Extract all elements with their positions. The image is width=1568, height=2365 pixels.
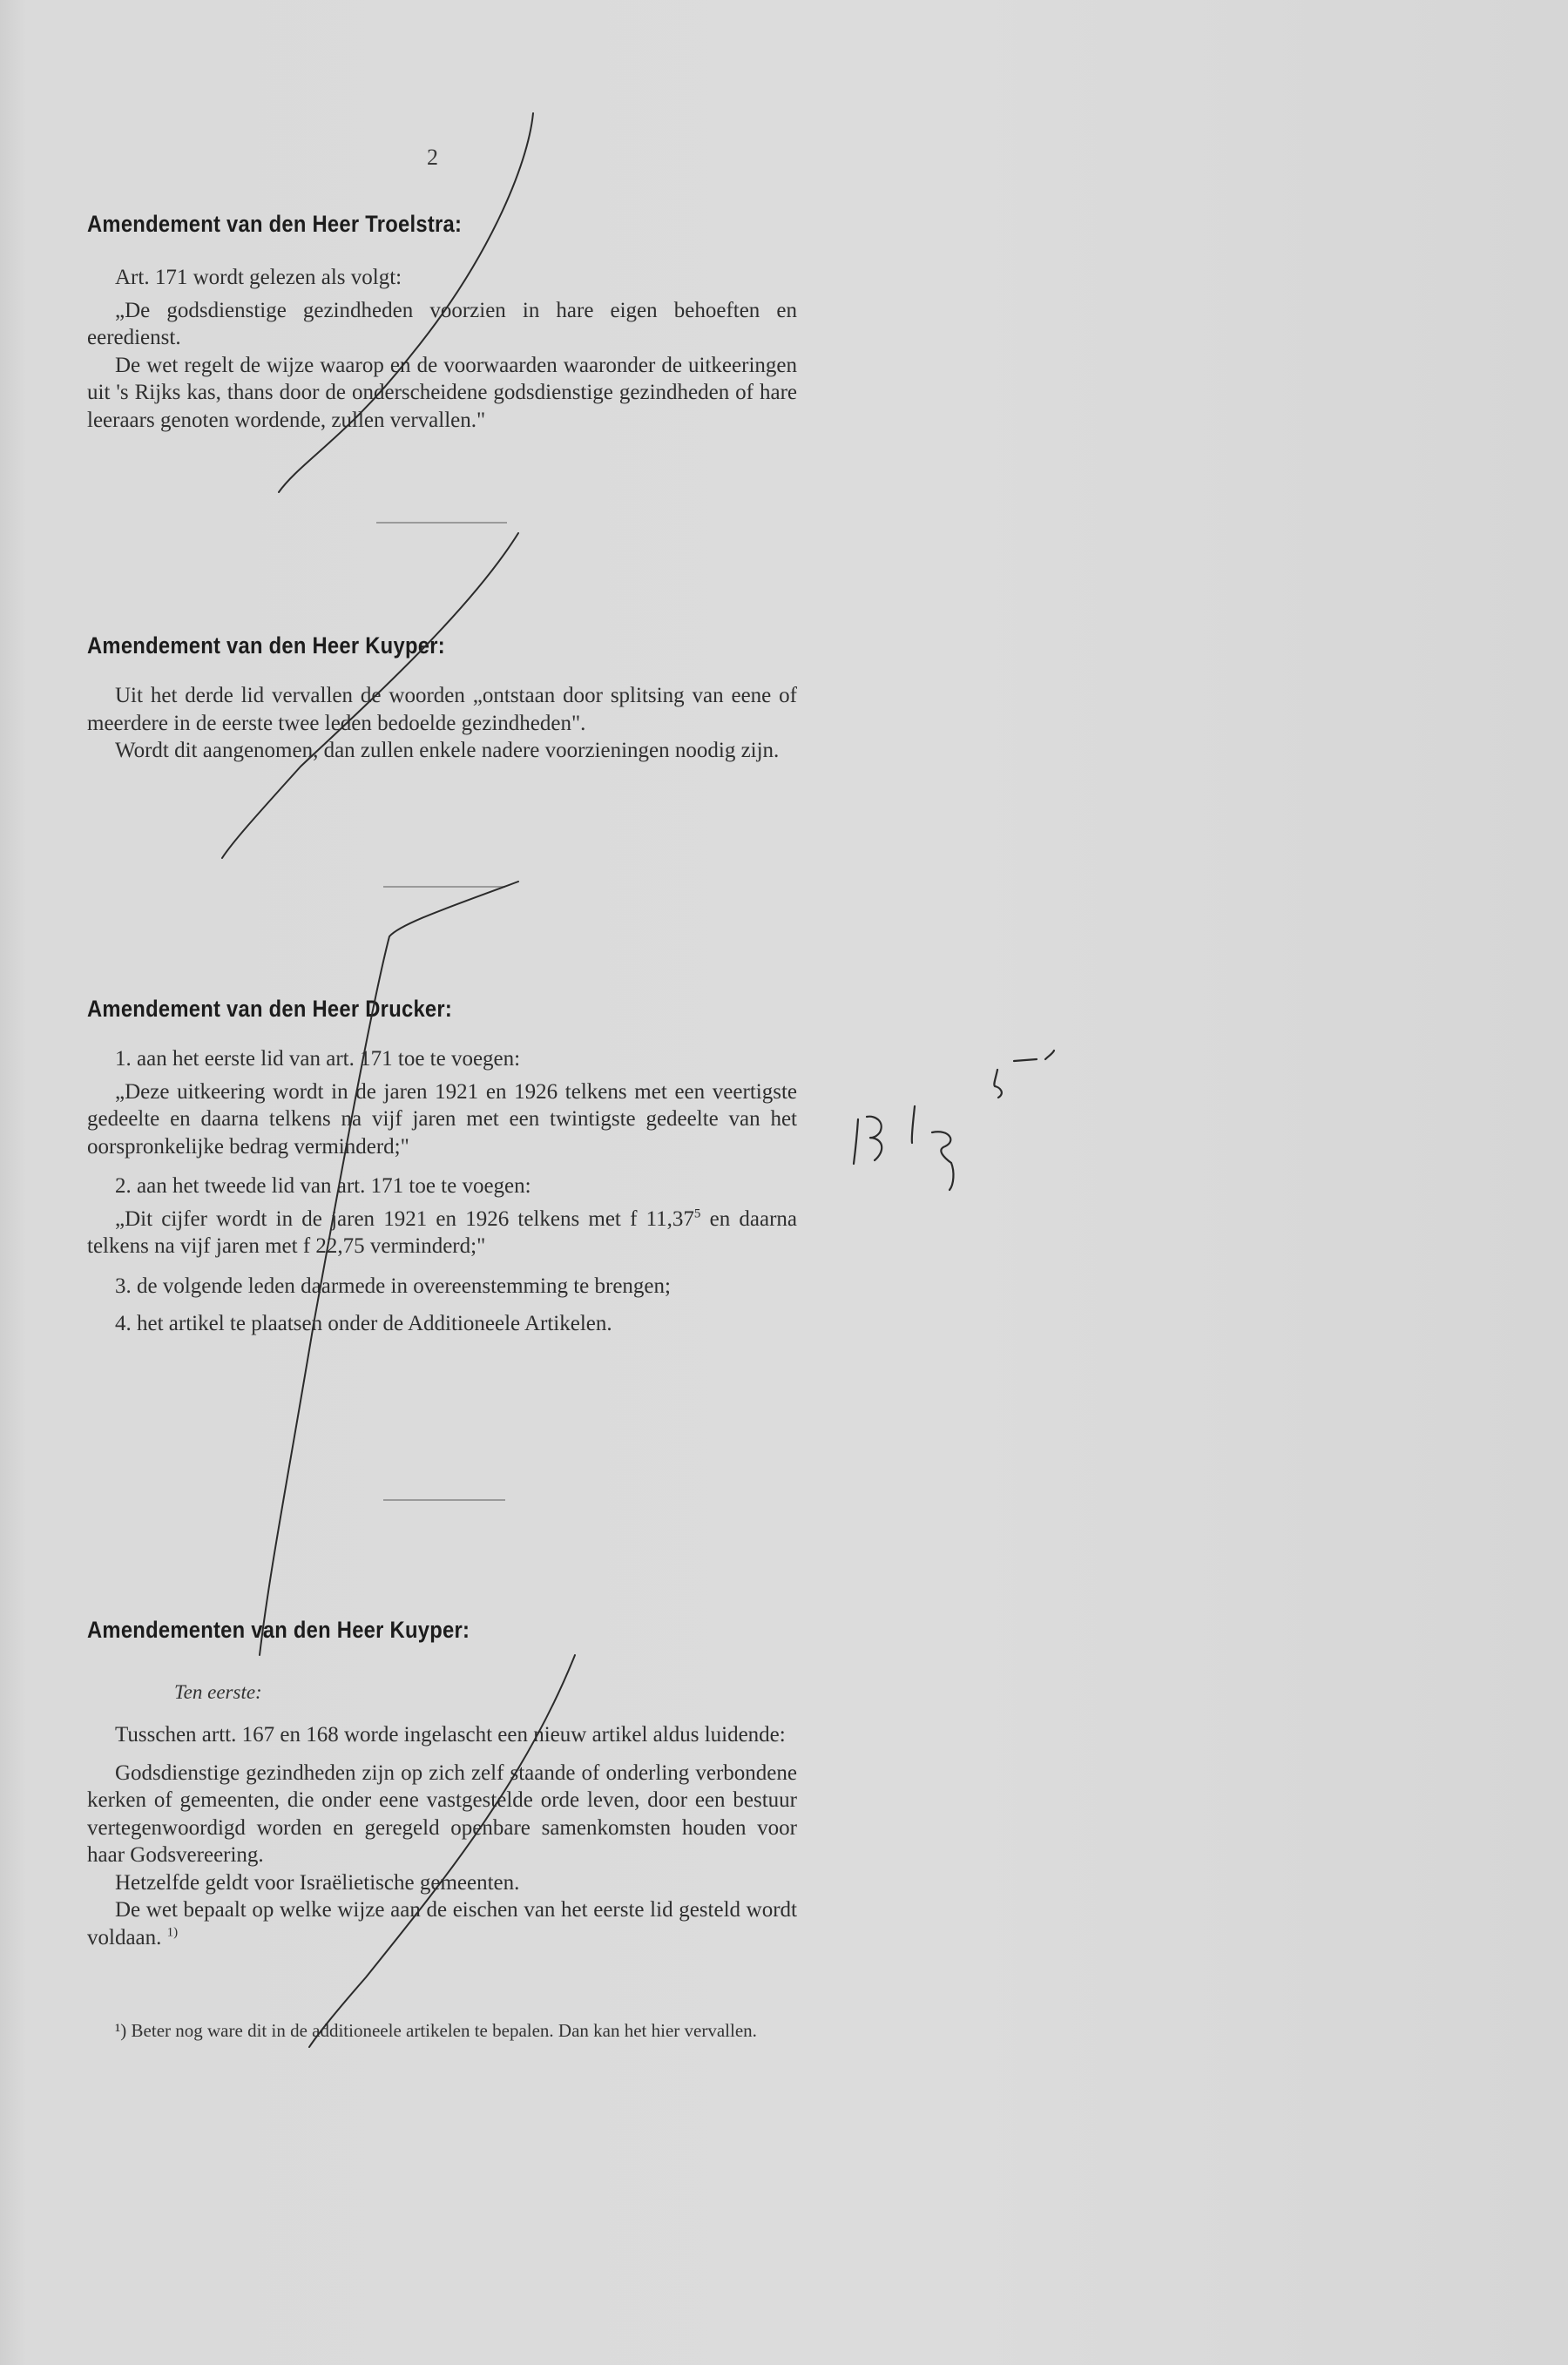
list-item: 3. de volgende leden daarmede in overeenstemming te brengen; bbox=[115, 1274, 671, 1298]
paragraph: De wet bepaalt op welke wijze aan de eischen van het eerste lid gesteld wordt voldaan. $^{1)}$ bbox=[87, 1898, 797, 1949]
list-item: 2. aan het tweede lid van art. 171 toe te voegen: bbox=[115, 1174, 531, 1198]
heading-troelstra: Amendement van den Heer Troelstra: bbox=[87, 211, 463, 237]
list-item: 1. aan het eerste lid van art. 171 toe te voegen: bbox=[115, 1047, 521, 1071]
list-item: „Dit cijfer wordt in de jaren 1921 en 1926 telkens met f 11,37$^5$ en daarna telkens na vijf jaren met f 22,75 verminderd;" bbox=[87, 1206, 797, 1258]
paragraph: Wordt dit aangenomen, dan zullen enkele nadere voorzieningen noodig zijn. bbox=[115, 739, 780, 762]
list-item: 4. het artikel te plaatsen onder de Additioneele Artikelen. bbox=[115, 1312, 612, 1335]
strike-line-2 bbox=[222, 533, 518, 858]
paragraph: Art. 171 wordt gelezen als volgt: bbox=[115, 266, 402, 289]
paragraph: Hetzelfde geldt voor Israëlietische gemeenten. bbox=[115, 1870, 520, 1895]
strike-line-3 bbox=[260, 882, 518, 1655]
list-item: „Deze uitkeering wordt in de jaren 1921 en 1926 telkens met een veertigste gedeelte en daarna telkens na vijf jaren met een twintigste gedeelte van het oorspronkelijke bedrag verminderd;" bbox=[87, 1079, 797, 1159]
page-number: 2 bbox=[427, 145, 438, 170]
heading-kuyper-2: Amendementen van den Heer Kuyper: bbox=[87, 1617, 470, 1643]
footnote: ¹) Beter nog ware dit in de additioneele artikelen te bepalen. Dan kan het hier vervallen. bbox=[115, 2020, 757, 2041]
superscript: 5 bbox=[693, 1206, 701, 1221]
paragraph: Uit het derde lid vervallen de woorden „ontstaan door splitsing van eene of meerdere in de eerste twee leden bedoelde gezindheden". bbox=[87, 684, 797, 735]
paragraph: Tusschen artt. 167 en 168 worde ingelascht een nieuw artikel aldus luidende: bbox=[115, 1723, 786, 1747]
paragraph: „De godsdienstige gezindheden voorzien in hare eigen behoeften en eeredienst. bbox=[87, 298, 797, 349]
footnote-marker: 1) bbox=[166, 1925, 179, 1940]
subheading: Ten eerste: bbox=[174, 1681, 262, 1703]
paragraph: Godsdienstige gezindheden zijn op zich zelf staande of onderling verbondene kerken of gemeenten, die onder eene vastgestelde orde leven, door een bestuur vertegenwoordigd worden en geregeld openbare samenkomsten houden voor haar Godsvereering. bbox=[87, 1760, 797, 1867]
strike-line-4 bbox=[309, 1655, 575, 2047]
paragraph: De wet regelt de wijze waarop en de voorwaarden waaronder de uitkeeringen uit 's Rijks kas, thans door de onderscheidene godsdienstige gezindheden of hare leeraars genoten wordende, zullen vervallen." bbox=[87, 353, 797, 432]
heading-kuyper: Amendement van den Heer Kuyper: bbox=[87, 632, 445, 659]
strike-line-1 bbox=[279, 113, 533, 492]
heading-drucker: Amendement van den Heer Drucker: bbox=[87, 996, 453, 1022]
handwritten-note bbox=[849, 1071, 1067, 1193]
